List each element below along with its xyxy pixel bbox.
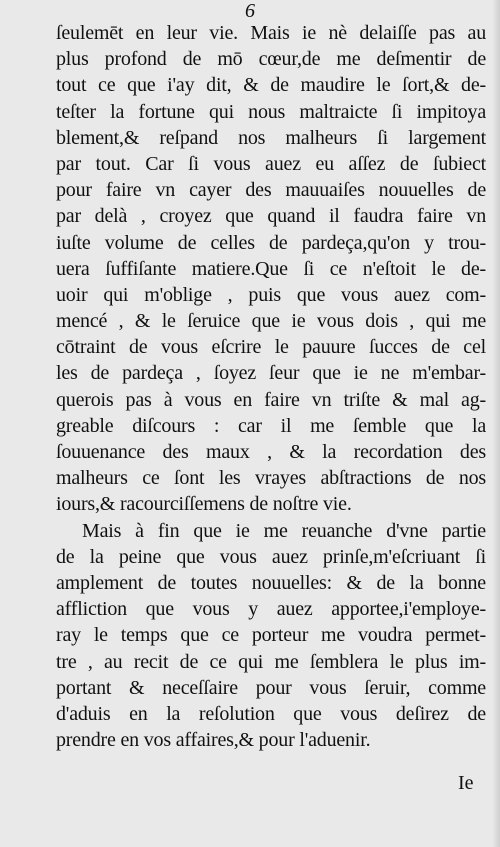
page-number: 6: [245, 0, 255, 22]
text-line: plus profond de mō cœur,de me deſmentir de: [56, 48, 486, 71]
text-line: affliction que vous y auez apportee,i'employe-: [56, 598, 486, 621]
text-line: amplement de toutes nouuelles: & de la bonne: [56, 571, 486, 594]
body-text: [56, 20, 486, 753]
text-line: querois pas à vous en faire vn triſte & mal ag-: [56, 388, 486, 411]
text-line: iours,& racourciſſemens de noſtre vie.: [56, 493, 352, 516]
text-line: tre , au recit de ce qui me ſemblera le plus im-: [56, 650, 486, 673]
text-line: iuſte volume de celles de pardeça,qu'on y trou-: [56, 231, 486, 254]
text-line: mencé , & le ſeruice que ie vous dois , qui me: [56, 310, 486, 333]
text-line: tout ce que i'ay dit, & de maudire le ſort,& de-: [56, 74, 486, 97]
text-line: uera ſuffiſante matiere.Que ſi ce n'eſtoit le de-: [56, 257, 486, 280]
text-line: d'aduis en la reſolution que vous deſirez de: [56, 702, 486, 725]
text-line: ſouuenance des maux , & la recordation des: [56, 441, 486, 463]
text-line: ray le temps que ce porteur me voudra permet-: [56, 624, 486, 647]
text-line: par tout. Car ſi vous auez eu aſſez de ſubiect: [56, 152, 486, 175]
text-line: greable diſcours : car il me ſemble que la: [56, 414, 486, 437]
text-line: prendre en vos affaires,& pour l'aduenir.: [56, 729, 371, 752]
text-line: par delà , croyez que quand il faudra faire vn: [56, 205, 486, 228]
text-line: blement,& reſpand nos malheurs ſi largement: [56, 126, 486, 149]
catchword: Ie: [458, 772, 474, 794]
text-line: cōtraint de vous eſcrire le pauure ſucces de cel: [56, 336, 486, 359]
text-line: malheurs ce ſont les vrayes abſtractions de nos: [56, 467, 486, 490]
text-line: Mais à fin que ie me reuanche d'vne partie: [82, 519, 486, 542]
text-line: ſeulemēt en leur vie. Mais ie nè delaiſſe pas au: [56, 22, 486, 44]
text-line: pour faire vn cayer des mauuaiſes nouuelles de: [56, 179, 486, 202]
text-line: de la peine que vous auez prinſe,m'eſcriuant ſi: [56, 545, 486, 568]
text-line: uoir qui m'oblige , puis que vous auez com-: [56, 283, 486, 306]
text-line: teſter la fortune qui nous maltraicte ſi impitoya: [56, 100, 486, 123]
text-line: portant & neceſſaire pour vous ſeruir, comme: [56, 676, 486, 699]
text-line: les de pardeça , ſoyez ſeur que ie ne m'embar-: [56, 362, 486, 385]
